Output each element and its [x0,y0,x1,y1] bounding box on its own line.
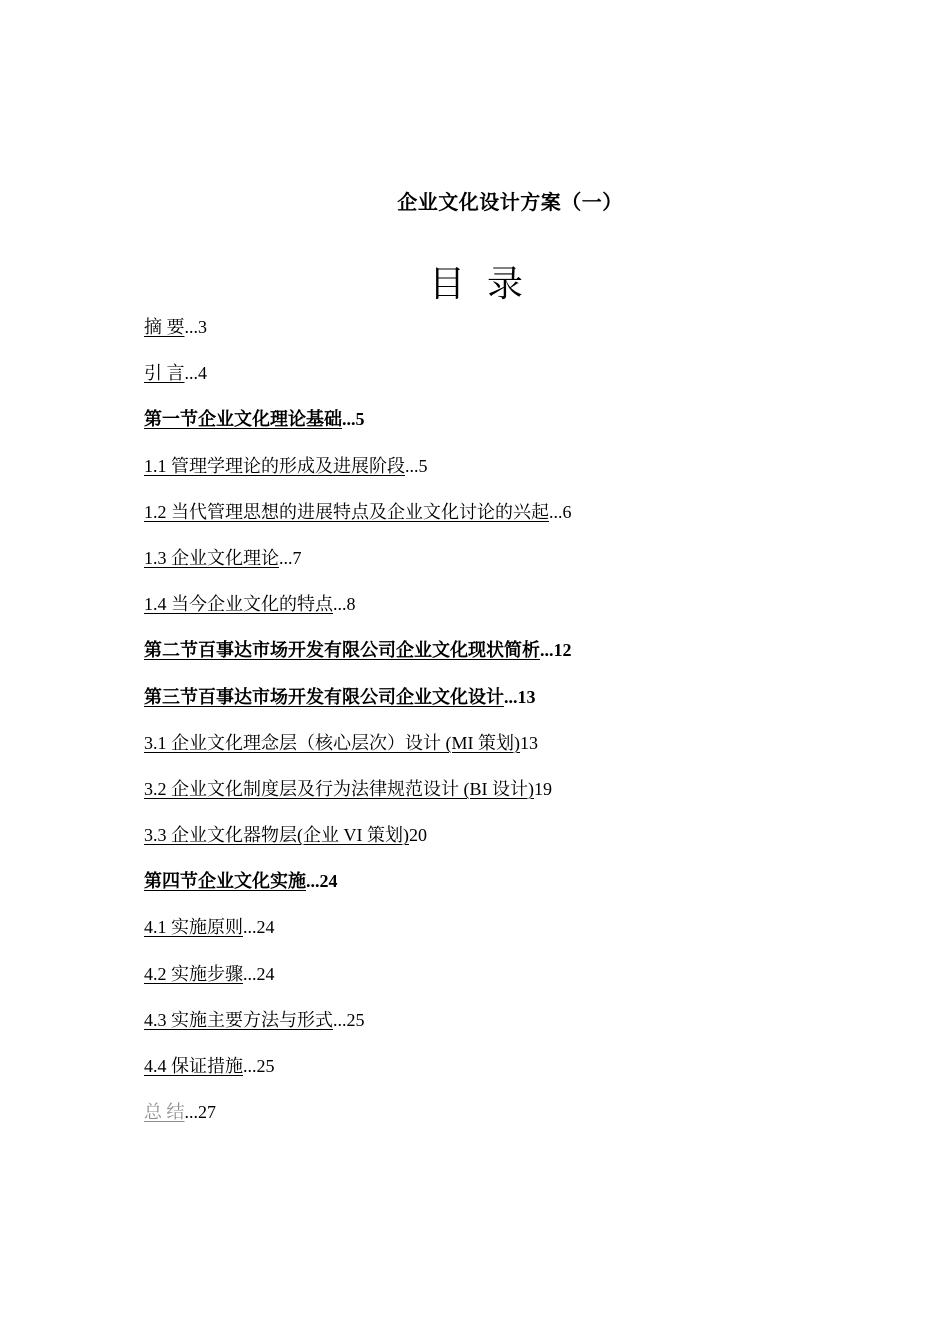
toc-entry-introduction[interactable] [144,360,572,406]
toc-entry-4-3[interactable] [144,1007,572,1053]
toc-entry-abstract[interactable] [144,314,572,360]
toc-entry-link[interactable]: 4.3 实施主要方法与形式 [144,1009,333,1030]
toc-page-number: ...25 [243,1056,275,1076]
toc-entry-section-3[interactable] [144,684,572,730]
document-title: 企业文化设计方案（一） [397,192,623,214]
toc-entry-3-3[interactable] [144,822,572,868]
toc-page-number: ...27 [184,1102,216,1123]
toc-page-number: ...5 [342,409,365,430]
toc-entry-link[interactable]: 第二节百事达市场开发有限公司企业文化现状简析 [144,640,540,661]
toc-entry-section-1[interactable] [144,406,572,452]
toc-entry-1-2[interactable] [144,499,572,545]
toc-entry-link[interactable]: 3.1 企业文化理念层（核心层次）设计 (MI 策划) [144,732,520,753]
toc-page-number: ...24 [243,963,275,984]
toc-entry-3-2[interactable] [144,776,572,822]
toc-entry-section-4[interactable] [144,868,572,914]
toc-page-number: 13 [520,732,538,753]
toc-entry-1-1[interactable] [144,453,572,499]
toc-page-number: ...7 [279,547,302,568]
toc-page-number: ...25 [333,1009,365,1030]
toc-entry-link[interactable]: 第四节企业文化实施 [144,871,306,892]
toc-entry-4-1[interactable] [144,914,572,960]
toc-entry-link[interactable]: 3.2 企业文化制度层及行为法律规范设计 (BI 设计) [144,778,534,799]
toc-page-number: ...5 [405,455,428,476]
toc-entry-link[interactable]: 总 结 [144,1102,185,1123]
toc-entry-3-1[interactable] [144,730,572,776]
toc-entry-link[interactable]: 1.1 管理学理论的形成及进展阶段 [144,455,405,476]
toc-heading: 目录 [428,264,545,305]
toc-page-number: ...12 [540,640,572,661]
toc-page-number: ...6 [549,501,572,522]
toc-page-number: 19 [534,778,552,799]
toc-entry-link[interactable]: 摘 要 [144,317,185,337]
toc-entry-link[interactable]: 4.2 实施步骤 [144,963,243,984]
table-of-contents [144,314,572,1145]
toc-page-number: ...24 [243,917,275,938]
toc-page-number: 20 [408,825,427,846]
toc-entry-link[interactable]: 4.1 实施原则 [144,917,243,938]
toc-page-number: ...8 [333,594,356,615]
toc-entry-section-2[interactable] [144,637,572,683]
toc-entry-link[interactable]: 1.2 当代管理思想的进展特点及企业文化讨论的兴起 [144,501,549,522]
toc-page-number: ...4 [184,363,207,384]
toc-entry-link[interactable]: 3.3 企业文化器物层(企业 VI 策划) [144,825,409,846]
toc-page-number: ...3 [184,317,207,337]
toc-entry-1-4[interactable] [144,591,572,637]
toc-entry-link[interactable]: 引 言 [144,363,185,384]
toc-entry-link[interactable]: 1.4 当今企业文化的特点 [144,594,333,615]
toc-entry-4-2[interactable] [144,961,572,1007]
toc-entry-link[interactable]: 第三节百事达市场开发有限公司企业文化设计 [144,686,504,707]
toc-entry-link[interactable]: 第一节企业文化理论基础 [144,409,342,430]
toc-entry-summary[interactable] [144,1099,572,1145]
toc-page-number: ...13 [504,686,536,707]
toc-entry-1-3[interactable] [144,545,572,591]
toc-page-number: ...24 [306,871,338,892]
toc-entry-link[interactable]: 1.3 企业文化理论 [144,547,279,568]
toc-entry-4-4[interactable] [144,1053,572,1099]
toc-entry-link[interactable]: 4.4 保证措施 [144,1056,243,1076]
